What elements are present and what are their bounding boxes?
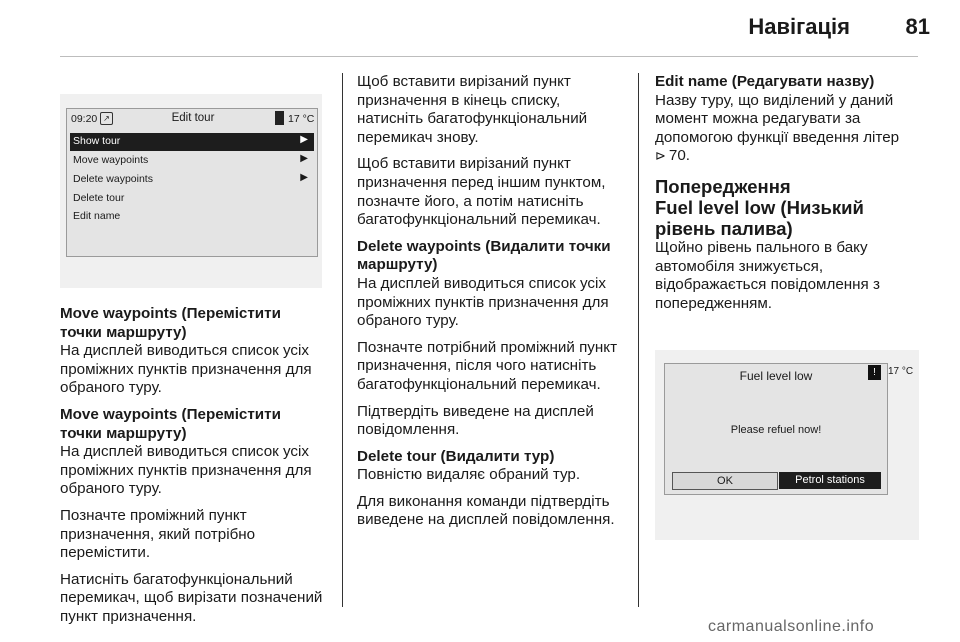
chapter-heading: Попередження <box>655 175 791 197</box>
paragraph: Щойно рівень пального в баку автомобіля знижується, відображається повідомлення з попередженням. <box>655 238 880 312</box>
navigation-icon: ↗ <box>100 112 113 125</box>
chevron-right-icon: ▶ <box>300 153 308 164</box>
chevron-right-icon: ▶ <box>300 172 308 183</box>
edit-tour-screen-figure <box>60 94 322 288</box>
paragraph-text: Назву туру, що виділений у даний момент можна редагувати за допомогою функції введення літер <box>655 91 900 146</box>
fuel-icon <box>275 111 284 125</box>
column-divider-right <box>638 73 639 607</box>
page-number: 81 <box>905 14 930 39</box>
text-column-2 <box>357 73 625 538</box>
screen-title: Edit tour <box>171 112 215 124</box>
screen-status-bar <box>67 109 317 131</box>
fuel-warning-screen-figure <box>655 350 919 540</box>
page-reference[interactable]: 70. <box>668 147 691 165</box>
menu-item-label: Edit name <box>73 210 121 222</box>
petrol-stations-button[interactable]: Petrol stations <box>779 472 881 489</box>
paragraph <box>655 92 920 166</box>
column-divider-left <box>342 73 343 607</box>
menu-item-label: Show tour <box>73 135 121 147</box>
header-rule <box>60 56 918 57</box>
warning-message: Please refuel now! <box>730 424 822 436</box>
ok-button[interactable]: OK <box>672 472 778 490</box>
text-column-1 <box>60 305 324 635</box>
menu-item-delete-tour[interactable] <box>70 190 314 208</box>
warning-icon: ! <box>868 365 881 380</box>
paragraph: Щоб вставити вирізаний пункт призначення в кінець списку, натисніть багатофункціональний перемикач знову. <box>357 73 588 146</box>
screen-title: Fuel level low <box>739 369 813 383</box>
paragraph: Щоб вставити вирізаний пункт призначення перед іншим пунктом, позначте його, а потім натисніть багатофункціональний перемикач. <box>357 155 606 229</box>
section-heading: Edit name (Редагувати назву) <box>655 73 875 90</box>
paragraph: Підтвердіть виведене на дисплей повідомлення. <box>357 402 594 439</box>
text-column-3 <box>655 73 920 321</box>
screen-temperature: 17 °C <box>288 113 315 125</box>
menu-item-move-waypoints[interactable] <box>70 152 314 170</box>
paragraph: На дисплей виводиться список усіх проміжних пунктів призначення для обраного туру. <box>357 274 609 330</box>
watermark: carmanualsonline.info <box>708 618 875 635</box>
section-heading: Move waypoints (Перемістити точки маршруту) <box>60 305 281 341</box>
menu-item-show-tour[interactable] <box>70 133 314 151</box>
screen-clock: 09:20 <box>71 113 98 125</box>
menu-item-edit-name[interactable] <box>70 208 314 226</box>
chapter-subheading: Fuel level low (Низький рівень палива) <box>655 196 864 239</box>
fuel-warning-screen <box>664 363 888 495</box>
edit-tour-screen <box>66 108 318 257</box>
paragraph: Позначте проміжний пункт призначення, який потрібно перемістити. <box>60 506 256 562</box>
screen-temperature: 17 °C <box>888 366 914 377</box>
section-heading: Delete tour (Видалити тур) <box>357 447 555 465</box>
menu-item-label: Delete tour <box>73 192 125 204</box>
menu-item-label: Move waypoints <box>73 154 149 166</box>
paragraph: Повністю видаляє обраний тур. <box>357 466 581 484</box>
page-reference-icon: ⊳ <box>655 148 666 164</box>
section-heading: Delete waypoints (Видалити точки маршруту) <box>357 237 611 274</box>
menu-item-delete-waypoints[interactable] <box>70 171 314 189</box>
page-header-title: Навігація <box>748 14 850 39</box>
paragraph: Натисніть багатофункціональний перемикач, щоб вирізати позначений пункт призначення. <box>60 570 323 625</box>
chevron-right-icon: ▶ <box>300 134 308 145</box>
paragraph: На дисплей виводиться список усіх проміжних пунктів призначення для обраного туру. <box>60 342 312 397</box>
section-heading: Move waypoints (Перемістити точки маршруту) <box>60 405 281 442</box>
paragraph: Позначте потрібний проміжний пункт призначення, після чого натисніть багатофункціональний перемикач. <box>357 338 618 393</box>
paragraph: На дисплей виводиться список усіх проміжних пунктів призначення для обраного туру. <box>60 443 312 498</box>
paragraph: Для виконання команди підтвердіть виведене на дисплей повідомлення. <box>357 492 615 529</box>
menu-item-label: Delete waypoints <box>73 173 153 185</box>
